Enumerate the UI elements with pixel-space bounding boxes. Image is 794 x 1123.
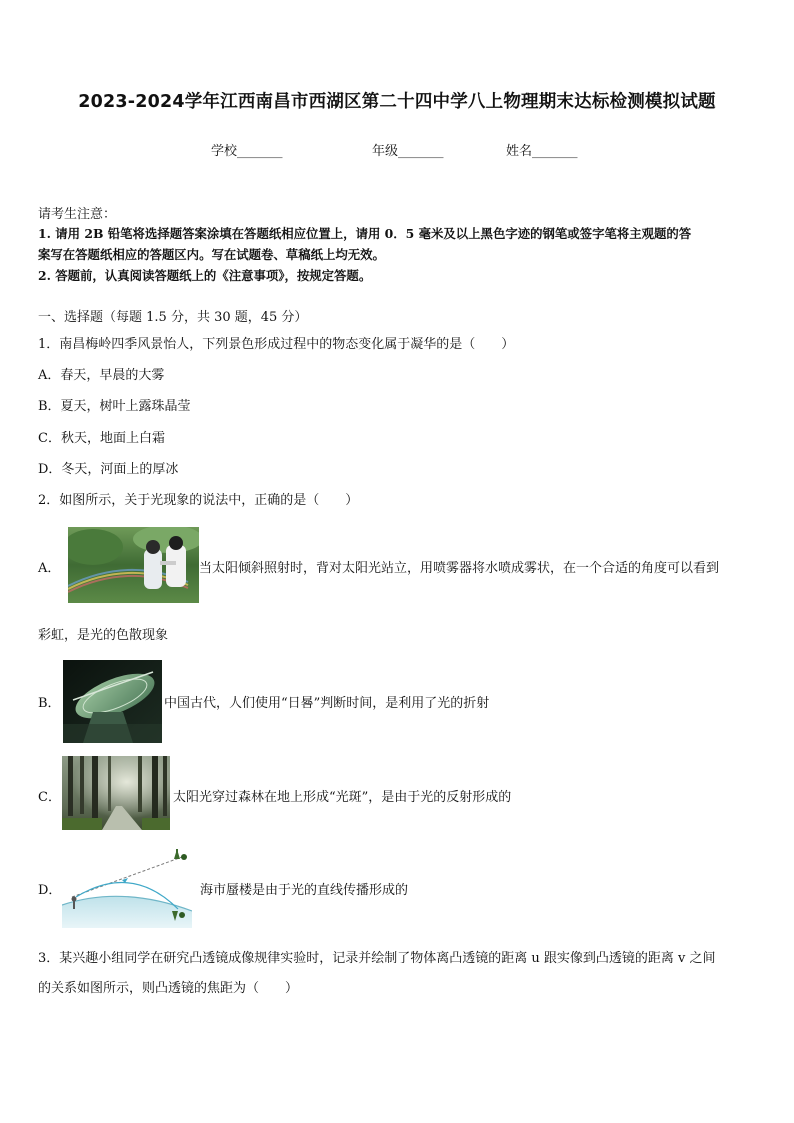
name-field[interactable]: 姓名_______ [506,144,578,159]
mirage-diagram [62,845,192,928]
school-field[interactable]: 学校_______ [211,144,283,159]
notice-line-2: 2. 答题前，认真阅读答题纸上的《注意事项》，按规定答题。 [38,268,372,283]
q1-option-b: B．夏天，树叶上露珠晶莹 [38,399,191,414]
q2-option-a-text-1: 当太阳倾斜照射时，背对太阳光站立，用喷雾器将水喷成雾状，在一个合适的角度可以看到 [199,561,720,576]
q1-option-d: D．冬天，河面上的厚冰 [38,462,179,477]
notice-heading: 请考生注意： [38,207,117,222]
rainbow-photo [68,527,199,603]
q2-option-c-label: C． [38,790,61,805]
section-heading: 一、选择题（每题 1.5 分，共 30 题，45 分） [38,310,308,325]
q2-option-b-text: 中国古代，人们使用“日晷”判断时间，是利用了光的折射 [164,696,490,711]
q2-option-c-text: 太阳光穿过森林在地上形成“光斑”，是由于光的反射形成的 [173,790,512,805]
q2-option-a-text-2: 彩虹，是光的色散现象 [38,628,169,643]
q1-option-a: A．春天，早晨的大雾 [38,368,165,383]
q3-line-2: 的关系如图所示，则凸透镜的焦距为（ ） [38,981,299,996]
notice-line-1a: 1. 请用 2B 铅笔将选择题答案涂填在答题纸相应位置上，请用 0．5 毫米及以上黑色字迹的钢笔或签字笔将主观题的答 [38,226,692,241]
q2-option-d-label: D． [38,883,62,898]
q3-line-1: 3．某兴趣小组同学在研究凸透镜成像规律实验时，记录并绘制了物体离凸透镜的距离 u 跟实像到凸透镜的距离 v 之间 [38,951,716,966]
forest-photo [62,756,170,830]
q2-option-d-text: 海市蜃楼是由于光的直线传播形成的 [200,883,409,898]
grade-field[interactable]: 年级_______ [372,144,444,159]
q2-option-a-label: A． [38,561,61,576]
q2-stem: 2．如图所示，关于光现象的说法中，正确的是（ ） [38,493,359,508]
sundial-photo [63,660,162,743]
notice-line-1b: 案写在答题纸相应的答题区内。写在试题卷、草稿纸上均无效。 [38,247,385,262]
q1-option-c: C．秋天，地面上白霜 [38,431,165,446]
exam-title: 2023-2024学年江西南昌市西湖区第二十四中学八上物理期末达标检测模拟试题 [78,92,716,112]
q2-option-b-label: B． [38,696,61,711]
q1-stem: 1．南昌梅岭四季风景怡人，下列景色形成过程中的物态变化属于凝华的是（ ） [38,337,515,352]
